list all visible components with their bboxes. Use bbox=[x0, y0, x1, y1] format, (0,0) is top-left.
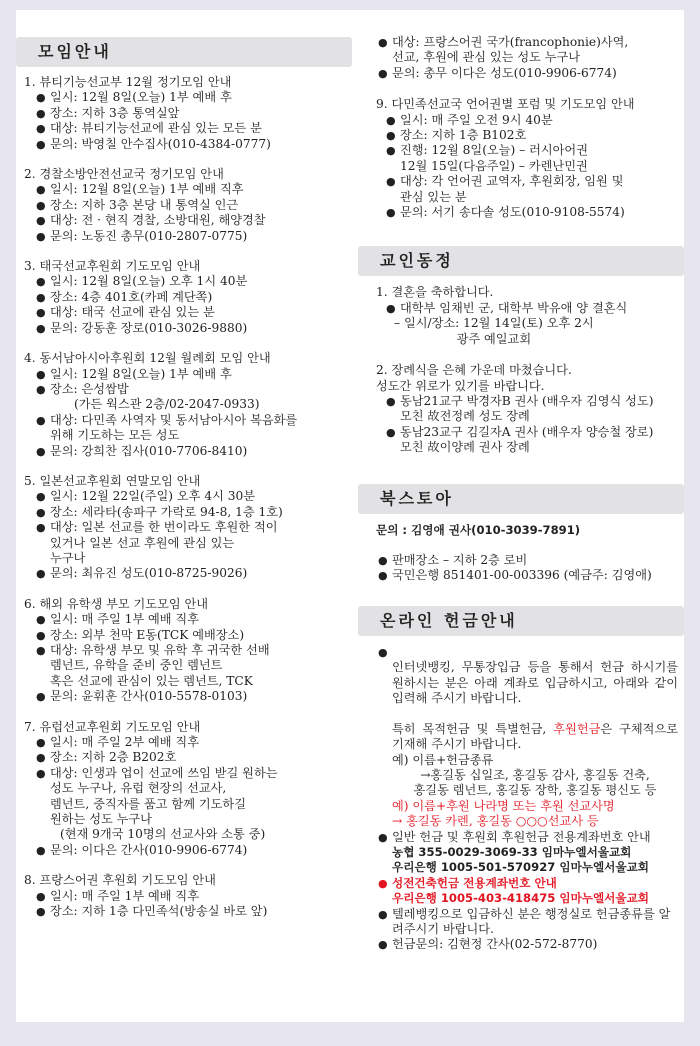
news-row: 동남21교구 박경자B 권사 (배우자 김영식 성도) 모친 故전정례 성도 장례 bbox=[400, 393, 654, 424]
meeting-list-continued bbox=[358, 35, 684, 220]
online-general-accounts: 농협 355-0029-3069-33 임마누엘서울교회 우리은행 1005-501-570927 임마누엘서울교회 bbox=[392, 845, 649, 875]
meeting-item-4 bbox=[16, 351, 352, 459]
meeting-item-6 bbox=[16, 597, 352, 705]
meeting-row: 일시: 매 주일 오전 9시 40분 bbox=[400, 112, 553, 127]
bullet-icon: ● bbox=[36, 275, 46, 289]
meeting-row: 장소: 지하 3층 통역실앞 bbox=[50, 105, 180, 120]
bullet-icon: ● bbox=[36, 198, 46, 212]
bullet-icon: ● bbox=[378, 569, 388, 583]
bookstore-contact: 문의 : 김영애 권사(010-3039-7891) bbox=[376, 522, 581, 537]
bullet-icon: ● bbox=[378, 938, 388, 952]
bullet-icon: ● bbox=[36, 766, 46, 780]
meeting-row: 문의: 강희찬 집사(010-7706-8410) bbox=[50, 443, 248, 458]
bullet-icon: ● bbox=[378, 907, 388, 921]
bullet-icon: ● bbox=[36, 843, 46, 857]
meeting-section-header: 모임안내 bbox=[16, 37, 352, 67]
meeting-item-title: 6. 해외 유학생 부모 기도모임 안내 bbox=[24, 596, 209, 611]
meeting-item-9 bbox=[358, 97, 684, 220]
meeting-row: 일시: 12월 8일(오늘) 1부 예배 후 bbox=[50, 366, 232, 381]
meeting-item-3 bbox=[16, 259, 352, 336]
bullet-icon: ● bbox=[36, 613, 46, 627]
online-paragraph-2-red: 후원헌금 bbox=[553, 721, 601, 736]
meeting-row: 문의: 총무 이다은 성도(010-9906-6774) bbox=[392, 65, 617, 80]
meeting-row: 대상: 유학생 부모 및 유학 후 귀국한 선배 렘넌트, 유학을 준비 중인 렘넌트 혹은 선교에 관심이 있는 렘넌트, TCK bbox=[50, 643, 270, 688]
news-item-title: 2. 장례식을 은혜 가운데 마쳤습니다. 성도간 위로가 있기를 바랍니다. bbox=[376, 363, 572, 393]
meeting-row: 장소: 지하 1층 B102호 bbox=[400, 128, 527, 143]
meeting-row: 문의: 박영칠 안수집사(010-4384-0777) bbox=[50, 136, 271, 151]
meeting-row: 문의: 윤휘훈 간사(010-5578-0103) bbox=[50, 689, 248, 704]
bullet-icon: ● bbox=[386, 301, 396, 315]
bulletin-page bbox=[16, 10, 684, 1022]
online-offering-info bbox=[358, 645, 684, 953]
meeting-row: 장소: 4층 401호(카페 계단쪽) bbox=[50, 289, 213, 304]
bullet-icon: ● bbox=[378, 645, 388, 659]
news-detail bbox=[358, 316, 684, 347]
bullet-icon: ● bbox=[36, 229, 46, 243]
bullet-icon: ● bbox=[36, 306, 46, 320]
meeting-row: 대상: 다민족 사역자 및 동서남아시아 복음화를 위해 기도하는 모든 성도 bbox=[50, 412, 298, 443]
bullet-icon: ● bbox=[36, 690, 46, 704]
bullet-icon: ● bbox=[36, 321, 46, 335]
online-example-red bbox=[358, 799, 678, 830]
online-telebank: 텔레뱅킹으로 입금하신 분은 행정실로 헌금종류를 알려주시기 바랍니다. bbox=[392, 906, 671, 937]
meeting-item-title: 9. 다민족선교국 언어권별 포럼 및 기도모임 안내 bbox=[376, 97, 635, 112]
online-paragraph-2b: 은 구체적으로 기재해 주시기 바랍니다. bbox=[392, 721, 679, 752]
news-row: 대학부 임채빈 군, 대학부 박유애 양 결혼식 bbox=[400, 300, 628, 315]
bullet-icon: ● bbox=[36, 290, 46, 304]
online-example-list: →홍길동 십일조, 홍길동 감사, 홍길동 건축, 홍길동 렘넌트, 홍길동 장학, 홍길동 평신도 등 bbox=[413, 768, 657, 798]
meeting-row: 일시: 12월 8일(오늘) 1부 예배 후 bbox=[50, 90, 232, 105]
meeting-item-title: 3. 태국선교후원회 기도모임 안내 bbox=[24, 259, 201, 274]
meeting-row: 진행: 12월 8일(오늘) – 러시아어권 12월 15일(다음주일) – 카렌난민권 bbox=[400, 143, 588, 173]
meeting-row: 문의: 노동진 총무(010-2807-0775) bbox=[50, 228, 248, 243]
news-list bbox=[358, 285, 684, 455]
meeting-row: 일시: 12월 8일(오늘) 오후 1시 40분 bbox=[50, 274, 248, 289]
bullet-icon: ● bbox=[36, 644, 46, 657]
bullet-icon: ● bbox=[36, 905, 46, 919]
online-paragraph-1: 인터넷뱅킹, 무통장입금 등을 통해서 헌금 하시기를 원하시는 분은 아래 계좌로 입금하시고, 아래와 같이 입력해 주시기 바랍니다. bbox=[392, 660, 678, 705]
meeting-row: 대상: 일본 선교를 한 번이라도 후원한 적이 있거나 일본 선교 후원에 관심 있는 누구나 bbox=[50, 520, 278, 565]
left-column bbox=[16, 10, 352, 920]
bullet-icon: ● bbox=[36, 628, 46, 642]
news-section-header: 교인동정 bbox=[358, 246, 684, 276]
meeting-row: 대상: 각 언어권 교역자, 후원회장, 임원 및 관심 있는 분 bbox=[400, 174, 624, 204]
meeting-row: (현재 9개국 10명의 선교사와 소통 중) bbox=[60, 827, 266, 842]
bullet-icon: ● bbox=[36, 367, 46, 381]
online-example-red-text: 예) 이름+후원 나라명 또는 후원 선교사명 → 홍길동 카렌, 홍길동 ○○○선교사 등 bbox=[392, 798, 615, 829]
right-column bbox=[358, 10, 684, 953]
bullet-icon: ● bbox=[36, 751, 46, 765]
bullet-icon: ● bbox=[36, 214, 46, 228]
meeting-row: 일시: 매 주일 2부 예배 직후 bbox=[50, 735, 199, 750]
bullet-icon: ● bbox=[36, 521, 46, 535]
meeting-item-1 bbox=[16, 75, 352, 152]
online-paragraph bbox=[392, 645, 678, 753]
bullet-icon: ● bbox=[36, 889, 46, 903]
bullet-icon: ● bbox=[36, 382, 46, 396]
bullet-icon: ● bbox=[386, 113, 396, 127]
bullet-icon: ● bbox=[386, 394, 396, 408]
meeting-item-2 bbox=[16, 167, 352, 244]
bullet-icon: ● bbox=[378, 66, 388, 80]
bullet-icon: ● bbox=[378, 830, 388, 844]
meeting-row: 장소: 지하 3층 본당 내 통역실 인근 bbox=[50, 197, 239, 212]
meeting-item-8 bbox=[16, 873, 352, 919]
meeting-row: 대상: 뷰티기능선교에 관심 있는 모든 분 bbox=[50, 121, 262, 136]
meeting-item-7 bbox=[16, 720, 352, 859]
meeting-item-title: 7. 유럽선교후원회 기도모임 안내 bbox=[24, 719, 201, 734]
bullet-icon: ● bbox=[378, 553, 388, 567]
online-paragraph-2a: 특히 목적헌금 및 특별헌금, bbox=[392, 721, 554, 736]
bullet-icon: ● bbox=[36, 122, 46, 136]
meeting-row: 대상: 전 · 현직 경찰, 소방대원, 해양경찰 bbox=[50, 213, 266, 228]
online-contact: 헌금문의: 김현정 간사(02-572-8770) bbox=[392, 937, 598, 952]
bookstore-section-header: 북스토아 bbox=[358, 484, 684, 514]
bookstore-row: 국민은행 851401-00-003396 (예금주: 김영애) bbox=[392, 568, 652, 583]
bullet-icon: ● bbox=[36, 91, 46, 105]
bullet-icon: ● bbox=[386, 144, 396, 158]
meeting-row: (가든 웍스관 2층/02-2047-0933) bbox=[74, 397, 260, 412]
meeting-row: 장소: 세라타(송파구 가락로 94-8, 1층 1호) bbox=[50, 504, 283, 519]
meeting-item-title: 8. 프랑스어권 후원회 기도모임 안내 bbox=[24, 873, 216, 888]
bullet-icon: ● bbox=[36, 413, 46, 427]
meeting-row: 대상: 태국 선교에 관심 있는 분 bbox=[50, 305, 215, 320]
meeting-item-title: 5. 일본선교후원회 연말모임 안내 bbox=[24, 473, 201, 488]
meeting-row: 일시: 12월 8일(오늘) 1부 예배 직후 bbox=[50, 182, 244, 197]
meeting-item-5 bbox=[16, 474, 352, 582]
online-offering-section-header: 온라인 헌금안내 bbox=[358, 606, 684, 636]
online-example: 예) 이름+헌금종류 bbox=[392, 752, 494, 767]
bullet-icon: ● bbox=[36, 736, 46, 750]
meeting-row: 대상: 인생과 업이 선교에 쓰임 받길 원하는 성도 누구나, 유럽 현장의 선교사, 렘넌트, 중직자를 품고 함께 기도하길 원하는 성도 누구나 bbox=[50, 765, 278, 827]
bullet-icon: ● bbox=[36, 444, 46, 458]
meeting-row: 장소: 지하 2층 B202호 bbox=[50, 750, 177, 765]
meeting-row: 일시: 매 주일 1부 예배 직후 bbox=[50, 888, 199, 903]
meeting-list bbox=[16, 75, 352, 920]
online-building: 성전건축헌금 전용계좌번호 안내 우리은행 1005-403-418475 임마누엘서울교회 bbox=[392, 875, 649, 906]
bullet-icon: ● bbox=[36, 490, 46, 504]
bullet-icon: ● bbox=[378, 36, 388, 49]
meeting-row: 일시: 매 주일 1부 예배 직후 bbox=[50, 612, 199, 627]
news-detail-text: – 일시/장소: 12월 14일(토) 오후 2시 광주 예일교회 bbox=[394, 316, 594, 346]
bullet-icon: ● bbox=[36, 183, 46, 197]
bullet-icon: ● bbox=[36, 137, 46, 151]
bullet-icon: ● bbox=[36, 567, 46, 581]
meeting-row: 문의: 강동훈 장로(010-3026-9880) bbox=[50, 320, 248, 335]
bullet-icon: ● bbox=[386, 175, 396, 189]
meeting-row: 장소: 외부 천막 E동(TCK 예배장소) bbox=[50, 627, 245, 642]
bullet-icon: ● bbox=[36, 505, 46, 519]
news-item-title: 1. 결혼을 축하합니다. bbox=[376, 285, 494, 300]
meeting-row: 대상: 프랑스어권 국가(francophonie)사역, 선교, 후원에 관심 있는 성도 누구나 bbox=[392, 35, 629, 65]
bookstore-row: 판매장소 – 지하 2층 로비 bbox=[392, 552, 528, 567]
bullet-icon: ● bbox=[378, 876, 388, 890]
bullet-icon: ● bbox=[36, 106, 46, 120]
online-general: 일반 헌금 및 후원회 후원헌금 전용계좌번호 안내 bbox=[392, 829, 651, 844]
meeting-row: 장소: 은성쌈밥 bbox=[50, 381, 129, 396]
meeting-item-title: 4. 동서남아시아후원회 12월 월례회 모임 안내 bbox=[24, 351, 271, 366]
meeting-row: 일시: 12월 22일(주일) 오후 4시 30분 bbox=[50, 489, 255, 504]
bullet-icon: ● bbox=[386, 129, 396, 143]
news-row: 동남23교구 김길자A 권사 (배우자 양승철 장로) 모친 故이양례 권사 장례 bbox=[400, 424, 654, 455]
bullet-icon: ● bbox=[386, 206, 396, 220]
meeting-row: 장소: 지하 1층 다민족석(방송실 바로 앞) bbox=[50, 904, 268, 919]
bullet-icon: ● bbox=[386, 425, 396, 439]
meeting-row: 문의: 이다은 간사(010-9906-6774) bbox=[50, 842, 248, 857]
meeting-row: 문의: 서기 송다솔 성도(010-9108-5574) bbox=[400, 205, 625, 220]
bookstore-info bbox=[358, 523, 684, 584]
meeting-item-title: 2. 경찰소방안전선교국 정기모임 안내 bbox=[24, 167, 224, 182]
meeting-item-title: 1. 뷰티기능선교부 12월 정기모임 안내 bbox=[24, 75, 232, 89]
meeting-row: 문의: 최유진 성도(010-8725-9026) bbox=[50, 566, 248, 581]
